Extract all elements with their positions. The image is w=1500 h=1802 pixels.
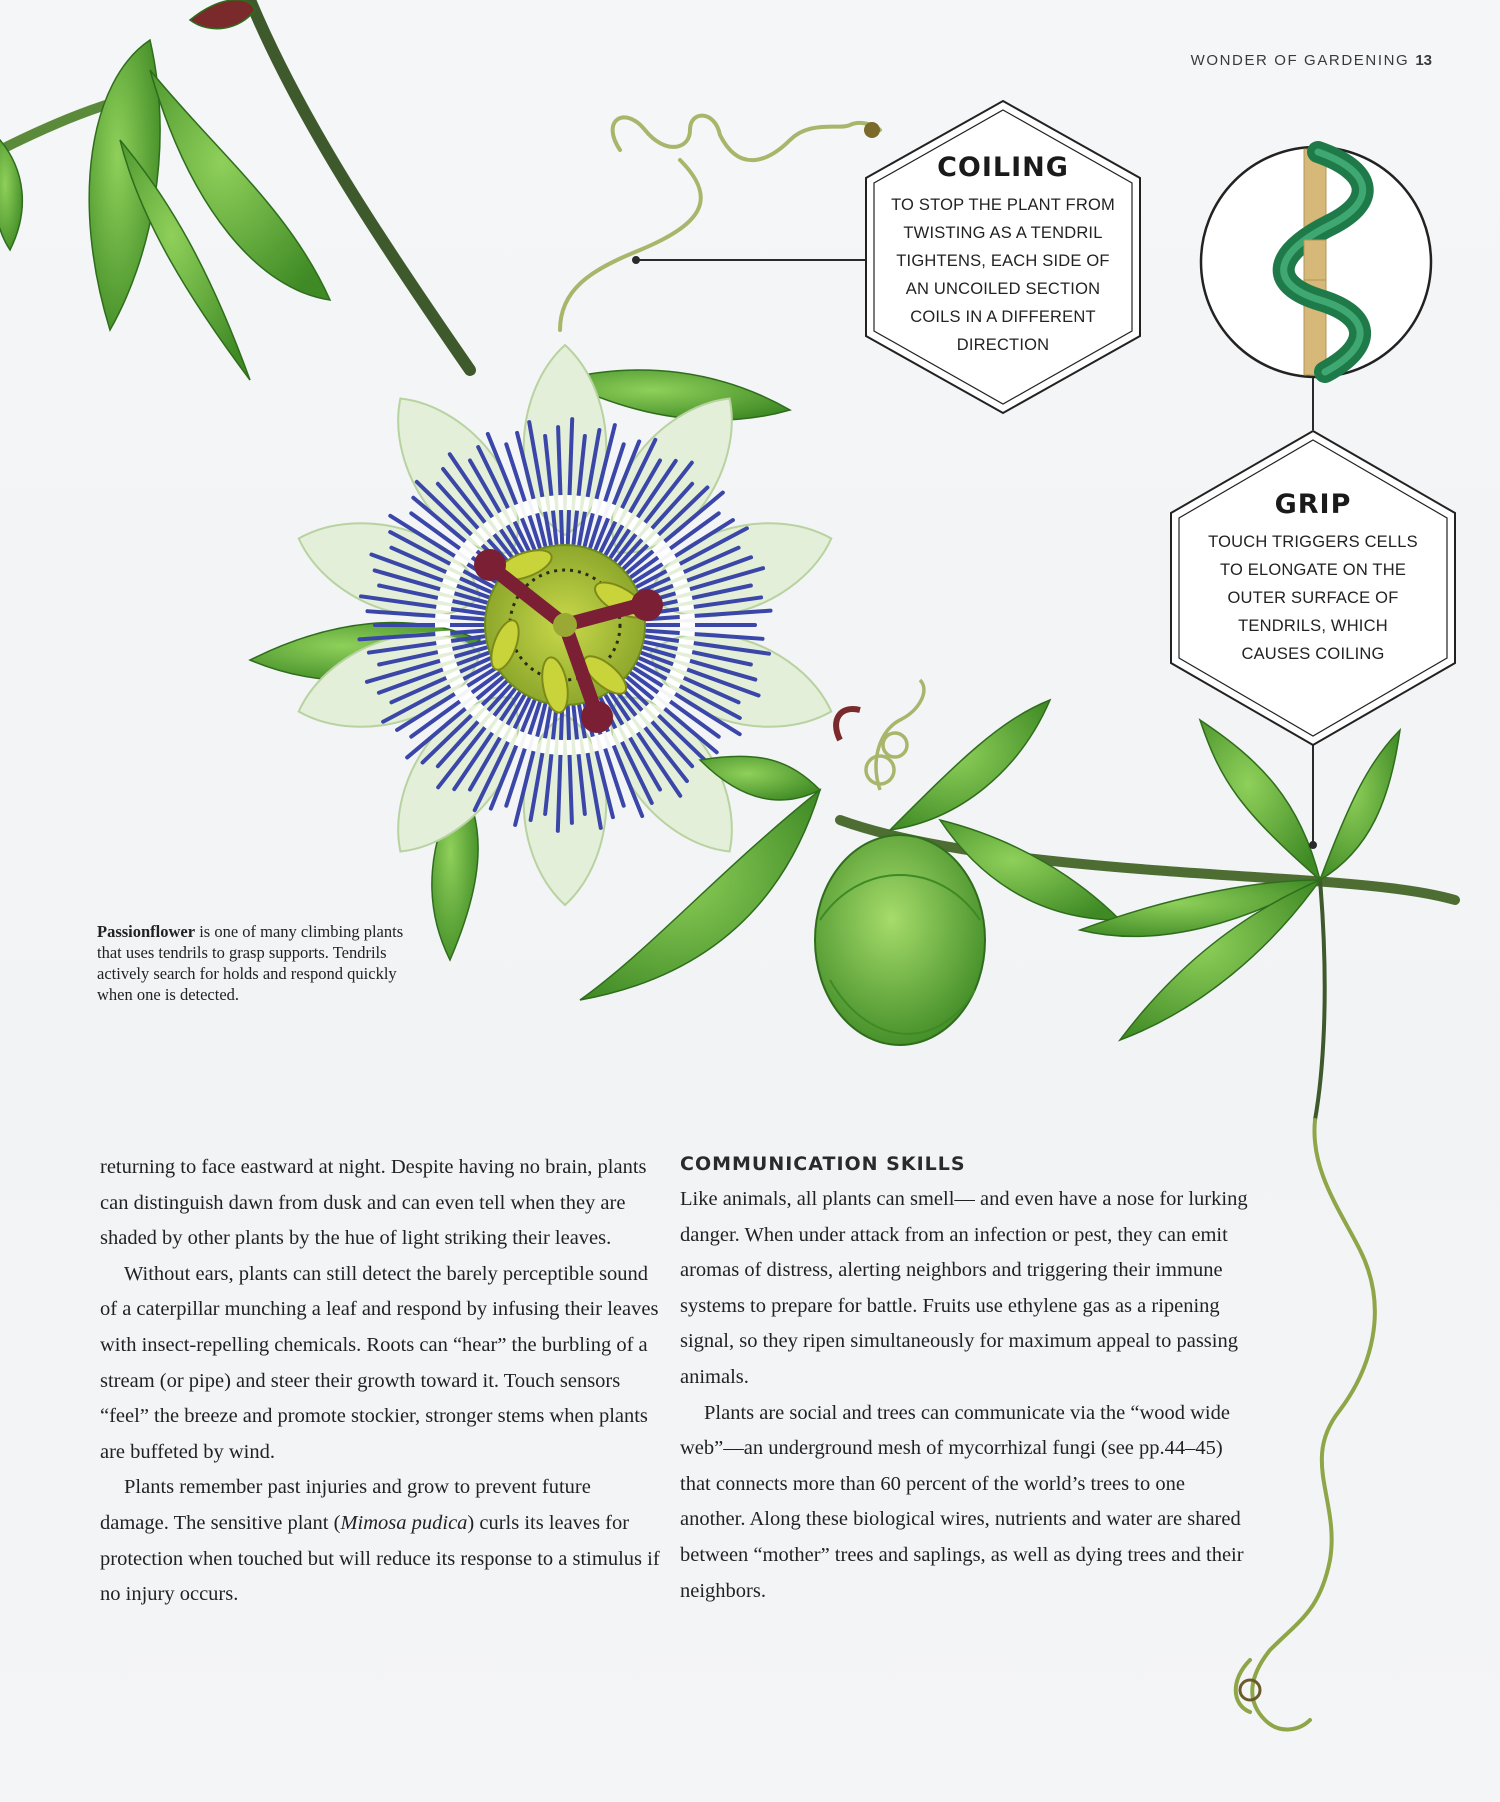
- corona-band: [585, 497, 588, 512]
- corona-band: [525, 734, 530, 748]
- corona-band: [542, 738, 545, 753]
- callout-grip-line: TOUCH TRIGGERS CELLS: [1208, 533, 1418, 551]
- corona-band: [569, 495, 570, 510]
- species-name: Mimosa pudica: [340, 1511, 468, 1534]
- callout-coiling-line: TO STOP THE PLANT FROM: [891, 196, 1115, 214]
- corona-band: [577, 496, 579, 511]
- corona-band: [460, 693, 472, 702]
- coil-diagram: [1201, 147, 1431, 377]
- corona-band: [680, 616, 695, 617]
- section-heading: COMMUNICATION SKILLS: [680, 1153, 966, 1175]
- callout-coiling-line: DIRECTION: [956, 336, 1050, 354]
- corona-band: [534, 737, 538, 752]
- corona-band: [658, 693, 670, 702]
- corona-band: [577, 739, 579, 754]
- callout-grip-line: TO ELONGATE ON THE: [1219, 561, 1407, 579]
- corona-band: [593, 499, 597, 514]
- corona-band: [601, 501, 606, 515]
- callout-grip-line: OUTER SURFACE OF: [1227, 589, 1399, 607]
- callout-coiling-line: TIGHTENS, EACH SIDE OF: [896, 252, 1110, 270]
- body-column-left: [100, 1150, 660, 1613]
- callout-grip: [1190, 489, 1436, 668]
- corona-band: [680, 633, 695, 634]
- paragraph: Without ears, plants can still detect the barely perceptible sound of a caterpillar munching a leaf and respond by infusing their leaves with insect-repelling chemicals. Roots can “hear” the burbling of a stream (or pipe) and steer their growth toward it. Touch sensors “feel” the breeze and promote stockier, stronger stems when plants are buffeted by wind.: [100, 1262, 659, 1463]
- corona-band: [542, 497, 545, 512]
- corona-band: [551, 496, 553, 511]
- corona-band: [679, 641, 694, 643]
- corona-band: [658, 549, 670, 558]
- corona-band: [438, 598, 453, 601]
- flower-bud: [815, 835, 985, 1045]
- corona-band: [560, 495, 561, 510]
- corona-band: [436, 641, 451, 643]
- corona-band: [551, 739, 553, 754]
- corona-band: [569, 740, 570, 755]
- paragraph: Plants are social and trees can communicate via the “wood wide web”—an underground mesh of mycorrhizal fungi (see pp.44–45) that connects more than 60 percent of the world’s trees to one another. Along these biological wires, nutrients and water are shared between “mother” trees and saplings, as well as dying trees and their neighbors.: [680, 1401, 1244, 1602]
- paragraph: Like animals, all plants can smell— and even have a nose for lurking danger. When under attack from an infection or pest, they can emit aromas of distress, alerting neighbors and triggering their immune systems to prepare for battle. Fruits use ethylene gas as a ripening signal, so they ripen simultaneously for maximum appeal to passing animals.: [680, 1188, 1248, 1388]
- callout-coiling-title: COILING: [937, 152, 1069, 183]
- callout-coiling-line: TWISTING AS A TENDRIL: [903, 224, 1103, 242]
- corona-band: [436, 607, 451, 609]
- running-head: [1191, 52, 1432, 69]
- corona-band: [601, 734, 606, 748]
- paragraph-text: ) curls its leaves for protection when touched but will reduce its response to a stimulus if no injury occurs.: [100, 1511, 660, 1606]
- tendril-bud: [836, 680, 924, 790]
- corona-band: [435, 616, 450, 617]
- paragraph: returning to face eastward at night. Despite having no brain, plants can distinguish dawn from dusk and can even tell when they are shaded by other plants by the hue of light striking their leaves.: [100, 1156, 647, 1250]
- corona-band: [677, 598, 692, 601]
- page-number: 13: [1415, 52, 1432, 69]
- paragraph-text: Plants remember past injuries and grow to prevent future damage. The sensitive plant (: [100, 1476, 591, 1534]
- corona-band: [435, 633, 450, 634]
- caption-bold: Passionflower: [97, 922, 196, 941]
- corona-band: [460, 549, 472, 558]
- tendril-top: [560, 116, 880, 330]
- paragraph: [100, 1470, 660, 1612]
- corona-band: [525, 501, 530, 515]
- tendril-hanging: [1236, 1120, 1375, 1729]
- corona-band: [438, 649, 453, 652]
- callout-coiling: [880, 152, 1126, 359]
- callout-coiling-line: COILS IN A DIFFERENT: [910, 308, 1096, 326]
- corona-band: [679, 607, 694, 609]
- corona-band: [677, 649, 692, 652]
- callout-grip-title: GRIP: [1274, 489, 1352, 520]
- callout-grip-line: CAUSES COILING: [1241, 645, 1385, 663]
- corona-band: [534, 499, 538, 514]
- image-caption: [97, 921, 407, 1005]
- callout-coiling-line: AN UNCOILED SECTION: [905, 280, 1101, 298]
- callout-grip-line: TENDRILS, WHICH: [1238, 617, 1388, 635]
- corona-band: [560, 740, 561, 755]
- corona-band: [585, 738, 588, 753]
- corona-band: [593, 737, 597, 752]
- caption-text: is one of many climbing plants that uses tendrils to grasp supports. Tendrils actively search for holds and respond quickly when one is detected.: [97, 922, 404, 1004]
- running-head-title: WONDER OF GARDENING: [1190, 52, 1410, 69]
- body-column-right: [680, 1150, 1255, 1609]
